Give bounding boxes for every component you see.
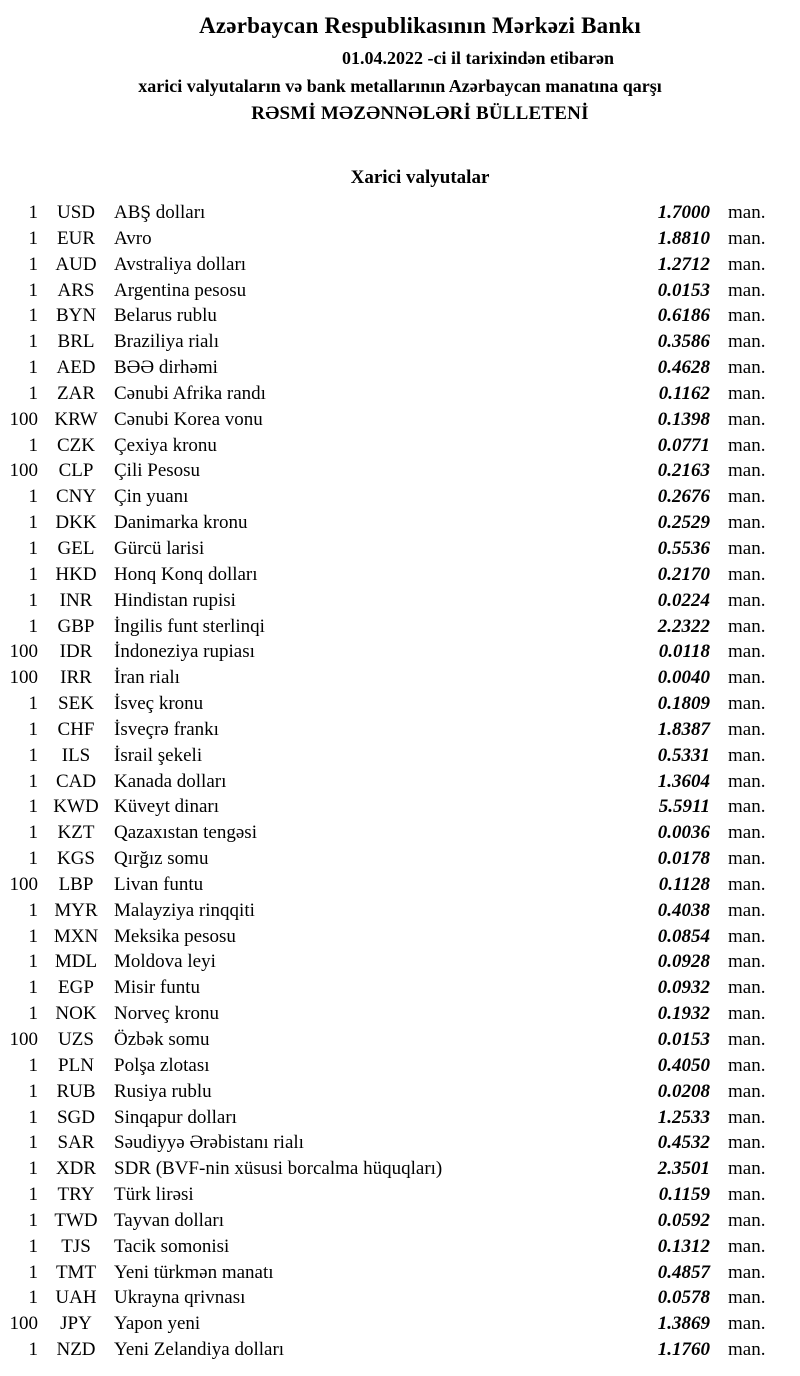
currency-quantity: 100 [9, 460, 38, 482]
rate-row [0, 1001, 800, 1027]
unit-label: man. [728, 770, 766, 792]
rate-value: 1.8387 [657, 718, 710, 740]
currency-quantity: 1 [28, 615, 38, 637]
unit-label: man. [728, 305, 766, 327]
currency-quantity: 1 [28, 925, 38, 947]
unit-label: man. [728, 718, 766, 740]
rate-row [0, 510, 800, 536]
unit-label: man. [728, 822, 766, 844]
currency-code: EGP [58, 977, 94, 999]
rate-value: 2.2322 [657, 615, 710, 637]
currency-quantity: 1 [28, 770, 38, 792]
rate-row [0, 1234, 800, 1260]
rate-row [0, 1130, 800, 1156]
unit-label: man. [728, 1003, 766, 1025]
rate-value: 0.4532 [657, 1132, 710, 1154]
currency-name: İsveçrə frankı [114, 718, 219, 740]
unit-label: man. [728, 1132, 766, 1154]
currency-name: Səudiyyə Ərəbistanı rialı [114, 1132, 304, 1154]
currency-quantity: 100 [9, 1029, 38, 1050]
currency-name: Rusiya rublu [114, 1080, 212, 1102]
currency-name: Honq Konq dolları [114, 563, 258, 585]
currency-code: GEL [57, 537, 95, 559]
currency-name: Belarus rublu [114, 305, 217, 327]
unit-label: man. [728, 951, 766, 973]
rate-row [0, 898, 800, 924]
unit-label: man. [728, 512, 766, 534]
unit-label: man. [728, 641, 766, 663]
currency-code: CZK [57, 434, 95, 456]
currency-name: Türk lirəsi [114, 1184, 194, 1206]
unit-label: man. [728, 460, 766, 482]
unit-label: man. [728, 1029, 766, 1050]
currency-code: BYN [55, 305, 97, 327]
currency-quantity: 1 [28, 512, 38, 534]
unit-label: man. [728, 331, 766, 353]
rate-value: 0.2170 [657, 563, 710, 585]
currency-quantity: 100 [9, 641, 38, 663]
rate-row [0, 1260, 800, 1286]
currency-quantity: 1 [28, 951, 38, 973]
rate-value: 0.1159 [658, 1184, 710, 1206]
currency-code: KWD [53, 796, 99, 818]
currency-name: Polşa zlotası [114, 1054, 210, 1076]
unit-label: man. [728, 486, 766, 508]
unit-label: man. [728, 434, 766, 456]
rate-row [0, 639, 800, 665]
rate-row [0, 794, 800, 820]
currency-name: SDR (BVF-nin xüsusi borcalma hüquqları) [114, 1158, 443, 1180]
rate-value: 1.3869 [657, 1313, 710, 1335]
currency-name: Norveç kronu [114, 1003, 219, 1025]
rate-value: 0.0118 [658, 641, 710, 663]
unit-label: man. [728, 1106, 766, 1128]
currency-name: İngilis funt sterlinqi [114, 615, 265, 637]
rate-value: 0.0178 [657, 848, 710, 870]
unit-label: man. [728, 1287, 766, 1309]
currency-code: CAD [55, 770, 97, 792]
currency-name: Tayvan dolları [114, 1209, 224, 1231]
rate-row [0, 484, 800, 510]
rate-row [0, 407, 800, 433]
currency-code: INR [59, 589, 93, 611]
rate-row [0, 1285, 800, 1311]
unit-label: man. [728, 615, 766, 637]
currency-name: Livan funtu [114, 873, 204, 895]
rate-value: 0.0932 [657, 977, 710, 999]
currency-quantity: 1 [28, 1209, 38, 1231]
rate-row [0, 614, 800, 640]
unit-label: man. [728, 227, 766, 249]
currency-name: Qazaxıstan tengəsi [114, 822, 257, 844]
currency-code: IRR [60, 667, 92, 689]
unit-label: man. [728, 563, 766, 585]
unit-label: man. [728, 1184, 766, 1206]
currency-quantity: 1 [28, 589, 38, 611]
rate-row [0, 975, 800, 1001]
rate-value: 0.2676 [657, 486, 710, 508]
currency-quantity: 1 [28, 434, 38, 456]
unit-label: man. [728, 925, 766, 947]
rate-row [0, 691, 800, 717]
rate-value: 0.0578 [657, 1287, 710, 1309]
rate-row [0, 278, 800, 304]
unit-label: man. [728, 1080, 766, 1102]
rate-value: 1.2712 [657, 253, 710, 275]
currency-quantity: 1 [28, 1106, 38, 1128]
unit-label: man. [728, 873, 766, 895]
currency-code: USD [56, 202, 95, 223]
currency-code: AUD [55, 253, 97, 275]
rate-value: 0.4628 [657, 357, 710, 379]
rate-value: 0.0928 [657, 951, 710, 973]
currency-quantity: 1 [28, 1339, 38, 1361]
currency-code: IDR [59, 641, 93, 663]
currency-code: DKK [55, 512, 97, 534]
bulletin-header [0, 0, 800, 124]
rate-row [0, 588, 800, 614]
rate-value: 5.5911 [658, 796, 710, 818]
currency-code: TWD [54, 1209, 98, 1231]
currency-name: Hindistan rupisi [114, 589, 236, 611]
currency-code: TRY [57, 1184, 95, 1206]
currency-code: PLN [58, 1054, 94, 1076]
rate-row [0, 1027, 800, 1053]
rate-row [0, 303, 800, 329]
unit-label: man. [728, 1054, 766, 1076]
currency-quantity: 1 [28, 1080, 38, 1102]
currency-code: SAR [57, 1132, 95, 1154]
currency-quantity: 1 [28, 977, 38, 999]
unit-label: man. [728, 253, 766, 275]
rate-value: 1.3604 [657, 770, 710, 792]
currency-code: ZAR [57, 382, 95, 404]
currency-code: EUR [57, 227, 95, 249]
currency-name: Avro [114, 227, 152, 249]
currency-quantity: 100 [9, 873, 38, 895]
currency-name: İran rialı [114, 667, 180, 689]
rate-row [0, 433, 800, 459]
rate-row [0, 1337, 800, 1363]
currency-quantity: 1 [28, 1054, 38, 1076]
currency-code: UZS [58, 1029, 94, 1050]
currency-quantity: 1 [28, 1003, 38, 1025]
currency-code: XDR [55, 1158, 97, 1180]
effective-date-line: 01.04.2022 -ci il tarixindən etibarən [342, 48, 614, 68]
currency-quantity: 1 [28, 537, 38, 559]
rate-row [0, 381, 800, 407]
rate-value: 0.0771 [657, 434, 710, 456]
currency-quantity: 1 [28, 227, 38, 249]
currency-quantity: 1 [28, 1261, 38, 1283]
rate-row [0, 562, 800, 588]
currency-code: CNY [55, 486, 97, 508]
rate-value: 1.8810 [657, 227, 710, 249]
currency-name: Qırğız somu [114, 848, 209, 870]
unit-label: man. [728, 667, 766, 689]
currency-quantity: 1 [28, 796, 38, 818]
rate-value: 0.0036 [657, 822, 710, 844]
unit-label: man. [728, 1339, 766, 1361]
currency-code: GBP [57, 615, 95, 637]
currency-name: Küveyt dinarı [114, 796, 220, 818]
currency-quantity: 1 [28, 357, 38, 379]
rate-value: 0.0040 [657, 667, 710, 689]
unit-label: man. [728, 744, 766, 766]
rate-value: 0.0153 [657, 1029, 710, 1050]
rate-value: 0.2163 [657, 460, 710, 482]
rate-row [0, 924, 800, 950]
currency-code: LBP [58, 873, 94, 895]
rate-value: 0.0854 [657, 925, 710, 947]
currency-code: ILS [61, 744, 91, 766]
unit-label: man. [728, 382, 766, 404]
unit-label: man. [728, 202, 766, 223]
unit-label: man. [728, 1235, 766, 1257]
currency-quantity: 1 [28, 744, 38, 766]
currency-quantity: 100 [9, 1313, 38, 1335]
currency-code: KZT [57, 822, 95, 844]
currency-name: Ukrayna qrivnası [114, 1287, 246, 1309]
rate-value: 0.0208 [657, 1080, 710, 1102]
currency-name: Sinqapur dolları [114, 1106, 237, 1128]
currency-name: Moldova leyi [114, 951, 216, 973]
currency-name: Misir funtu [114, 977, 201, 999]
currency-code: MDL [54, 951, 98, 973]
unit-label: man. [728, 1313, 766, 1335]
currency-name: Gürcü larisi [114, 537, 205, 559]
currency-code: UAH [55, 1287, 97, 1309]
currency-name: İsrail şekeli [114, 744, 203, 766]
rate-row [0, 458, 800, 484]
currency-quantity: 1 [28, 822, 38, 844]
currency-name: Çexiya kronu [114, 434, 217, 456]
rate-value: 0.1312 [657, 1235, 710, 1257]
currency-quantity: 1 [28, 382, 38, 404]
currency-name: Yeni Zelandiya dolları [114, 1339, 285, 1361]
rate-value: 2.3501 [657, 1158, 710, 1180]
rate-row [0, 1156, 800, 1182]
rate-row [0, 1311, 800, 1337]
unit-label: man. [728, 1209, 766, 1231]
currency-name: Çili Pesosu [114, 460, 201, 482]
currency-name: Malayziya rinqqiti [114, 899, 255, 921]
currency-quantity: 1 [28, 848, 38, 870]
rate-value: 1.2533 [657, 1106, 710, 1128]
currency-name: Cənubi Korea vonu [114, 408, 263, 430]
unit-label: man. [728, 693, 766, 715]
currency-quantity: 1 [28, 486, 38, 508]
currency-name: Meksika pesosu [114, 925, 236, 947]
currency-name: Avstraliya dolları [114, 253, 247, 275]
rate-value: 0.4050 [657, 1054, 710, 1076]
currency-name: Özbək somu [114, 1029, 210, 1050]
rate-row [0, 1105, 800, 1131]
currency-name: Braziliya rialı [114, 331, 219, 353]
rate-value: 0.1398 [657, 408, 710, 430]
currency-code: SEK [58, 693, 94, 715]
unit-label: man. [728, 1158, 766, 1180]
unit-label: man. [728, 977, 766, 999]
rate-row [0, 949, 800, 975]
rate-value: 0.1932 [657, 1003, 710, 1025]
currency-quantity: 1 [28, 718, 38, 740]
currency-name: Çin yuanı [114, 486, 189, 508]
rate-row [0, 1079, 800, 1105]
bank-name-title: Azərbaycan Respublikasının Mərkəzi Bankı [199, 13, 641, 38]
rate-value: 1.7000 [657, 202, 710, 223]
currency-quantity: 1 [28, 563, 38, 585]
rate-value: 0.0592 [657, 1209, 710, 1231]
currency-name: Argentina pesosu [114, 279, 247, 301]
currency-quantity: 1 [28, 279, 38, 301]
rate-value: 0.0224 [657, 589, 710, 611]
currency-code: AED [56, 357, 96, 379]
rate-row [0, 355, 800, 381]
rate-row [0, 769, 800, 795]
currency-name: ABŞ dolları [114, 202, 206, 223]
currency-quantity: 1 [28, 1287, 38, 1309]
currency-name: Danimarka kronu [114, 512, 248, 534]
currency-code: MXN [53, 925, 99, 947]
rate-row [0, 329, 800, 355]
unit-label: man. [728, 796, 766, 818]
rate-row [0, 1053, 800, 1079]
currency-name: Yeni türkmən manatı [114, 1261, 274, 1283]
unit-label: man. [728, 589, 766, 611]
currency-code: TJS [61, 1235, 91, 1257]
currency-quantity: 1 [28, 1184, 38, 1206]
currency-name: İndoneziya rupiası [114, 641, 255, 663]
currency-code: CLP [58, 460, 94, 482]
currency-quantity: 100 [9, 408, 38, 430]
currency-code: JPY [60, 1313, 92, 1335]
currency-name: İsveç kronu [114, 693, 204, 715]
currency-code: KRW [54, 408, 98, 430]
rate-row [0, 820, 800, 846]
currency-code: BRL [57, 331, 95, 353]
currency-code: SGD [56, 1106, 95, 1128]
currency-quantity: 1 [28, 305, 38, 327]
rate-row [0, 200, 800, 226]
rate-row [0, 872, 800, 898]
currency-quantity: 100 [9, 667, 38, 689]
rate-row [0, 536, 800, 562]
currency-name: Cənubi Afrika randı [114, 382, 266, 404]
currency-code: HKD [55, 563, 97, 585]
unit-label: man. [728, 899, 766, 921]
rate-value: 0.2529 [657, 512, 710, 534]
currency-code: MYR [54, 899, 98, 921]
rate-value: 0.1128 [658, 873, 710, 895]
bulletin-title: RƏSMİ MƏZƏNNƏLƏRİ BÜLLETENİ [251, 103, 589, 124]
currency-quantity: 1 [28, 331, 38, 353]
currency-quantity: 1 [28, 1158, 38, 1180]
rate-value: 0.0153 [657, 279, 710, 301]
currency-quantity: 1 [28, 202, 38, 223]
currency-name: BƏƏ dirhəmi [114, 357, 218, 379]
unit-label: man. [728, 357, 766, 379]
rate-row [0, 846, 800, 872]
rate-row [0, 226, 800, 252]
unit-label: man. [728, 1261, 766, 1283]
rate-row [0, 717, 800, 743]
rate-value: 0.1162 [658, 382, 710, 404]
currency-quantity: 1 [28, 1132, 38, 1154]
rate-value: 0.5331 [657, 744, 710, 766]
currency-name: Kanada dolları [114, 770, 227, 792]
rate-value: 0.1809 [657, 693, 710, 715]
unit-label: man. [728, 279, 766, 301]
rate-row [0, 665, 800, 691]
currency-code: TMT [55, 1261, 97, 1283]
bulletin-subtitle: xarici valyutaların və bank metallarının Azərbaycan manatına qarşı [138, 76, 662, 96]
currency-quantity: 1 [28, 1235, 38, 1257]
currency-code: NOK [55, 1003, 97, 1025]
rate-row [0, 252, 800, 278]
currency-quantity: 1 [28, 253, 38, 275]
rate-value: 0.5536 [657, 537, 710, 559]
currency-code: ARS [57, 279, 95, 301]
rate-row [0, 743, 800, 769]
currency-quantity: 1 [28, 899, 38, 921]
currency-code: NZD [56, 1339, 96, 1361]
rate-value: 1.1760 [657, 1339, 710, 1361]
unit-label: man. [728, 537, 766, 559]
rate-row [0, 1182, 800, 1208]
rate-value: 0.4038 [657, 899, 710, 921]
unit-label: man. [728, 848, 766, 870]
unit-label: man. [728, 408, 766, 430]
section-title-foreign-currencies: Xarici valyutalar [350, 167, 490, 188]
rates-table [0, 200, 800, 1363]
rate-value: 0.3586 [657, 331, 710, 353]
currency-code: CHF [57, 718, 95, 740]
rate-value: 0.6186 [657, 305, 710, 327]
currency-quantity: 1 [28, 693, 38, 715]
rate-value: 0.4857 [657, 1261, 710, 1283]
rate-row [0, 1208, 800, 1234]
currency-name: Yapon yeni [114, 1313, 201, 1335]
currency-name: Tacik somonisi [114, 1235, 230, 1257]
currency-code: KGS [56, 848, 95, 870]
currency-code: RUB [56, 1080, 96, 1102]
